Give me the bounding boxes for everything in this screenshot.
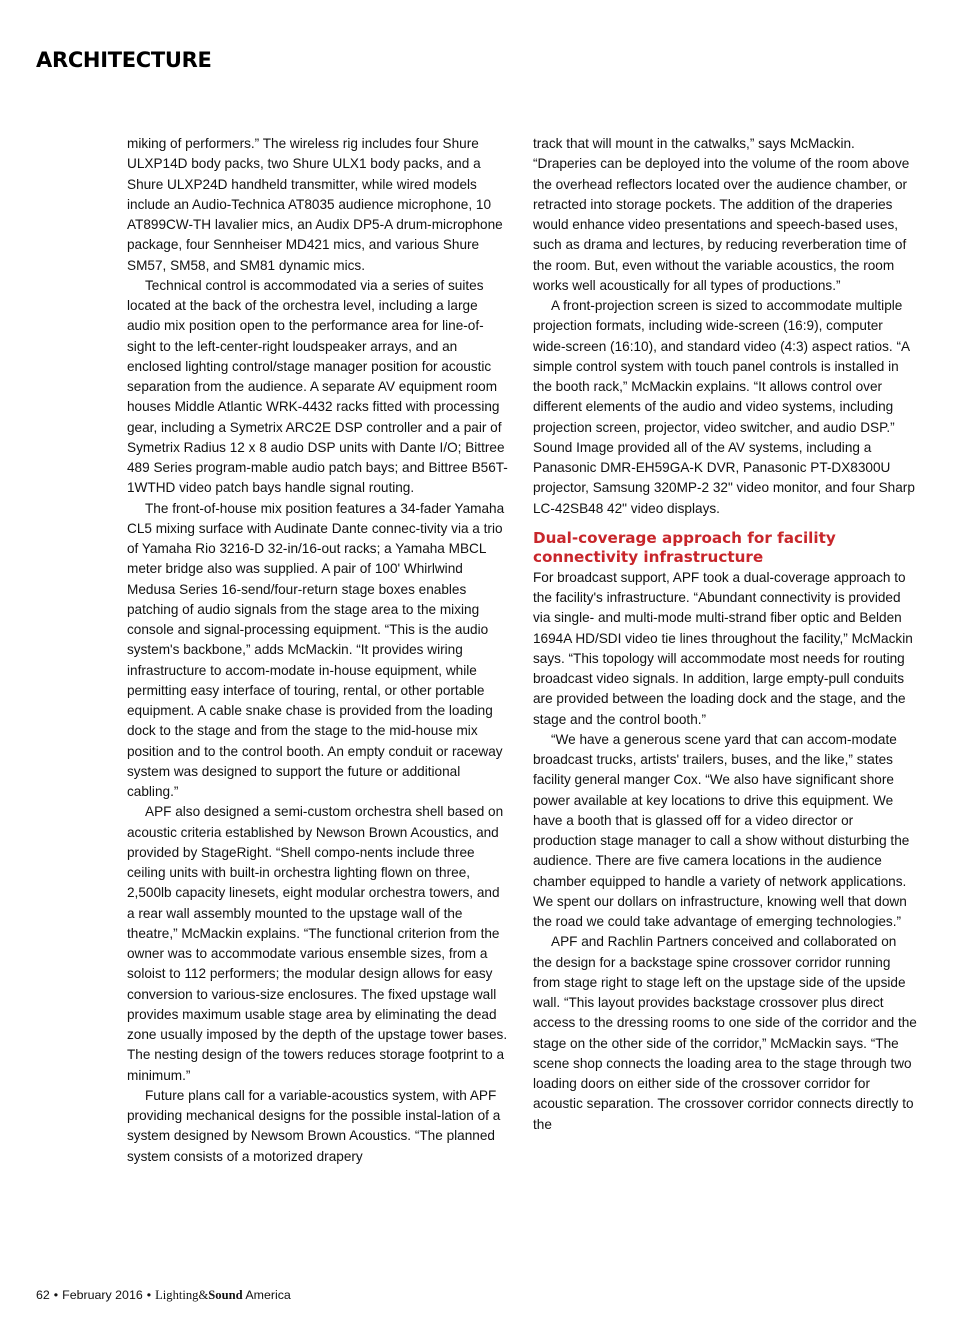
magazine-brand	[155, 1288, 291, 1302]
right-column	[533, 134, 917, 1135]
paragraph: track that will mount in the catwalks,” says McMackin. “Draperies can be deployed into the volume of the room above the overhead reflectors located over the audience chamber, or retracted into storage pockets. The addition of the draperies would enhance video presentations and speech-based uses, such as drama and lectures, by reducing reverberation time of the room. But, even without the variable acoustics, the room works well acoustically for all types of productions.”	[533, 136, 910, 293]
brand-part: Sound	[208, 1288, 243, 1302]
bullet-separator: •	[146, 1288, 152, 1302]
left-column	[127, 134, 509, 1167]
paragraph: Future plans call for a variable-acoustics system, with APF providing mechanical designs for the possible instal-lation of a system designed by Newsom Brown Acoustics. “The planned system consists of a motorized drapery	[127, 1087, 501, 1164]
paragraph: A front-projection screen is sized to accommodate multiple projection formats, including wide-screen (16:9), computer wide-screen (16:10), and standard video (4:3) aspect ratios. “A simple control system with touch panel controls is installed in the booth rack,” McMackin explains. “It allows control over different elements of the audio and video systems, including projection screen, projector, video switcher, and audio DSP.” Sound Image provided all of the AV systems, including a Panasonic DMR-EH59GA-K DVR, Panasonic PT-DX8300U projector, Samsung 320MP-2 32" video monitor, and four Sharp LC-42SB48 42" video displays.	[533, 298, 915, 516]
paragraph: Technical control is accommodated via a series of suites located at the back of the orchestra level, including a large audio mix position open to the performance area for line-of-sight to the left-center-right loudspeaker arrays, and an enclosed lighting control/stage manager position for acoustic separation from the audience. A separate AV equipment room houses Middle Atlantic WRK-4432 racks fitted with processing gear, including a Symetrix ARC2E DSP controller and a pair of Symetrix Radius 12 x 8 audio DSP units with Dante I/O; Bittree 489 Series program-mable audio patch bays; and Bittree B56T-1WTHD video patch bays handle signal routing.	[127, 277, 508, 496]
paragraph: “We have a generous scene yard that can accom-modate broadcast trucks, artists' trailers, buses, and the like,” states facility general manger Cox. “We also have significant shore power available at key locations to drive this equipment. We have a booth that is glassed off for a video director or production stage manager to call a show without disturbing the audience. There are five camera locations in the audience chamber equipped to handle a variety of network applications. We spent our dollars on infrastructure, knowing well that down the road we could take advantage of emerging technologies.”	[533, 731, 910, 929]
section-label: ARCHITECTURE	[36, 48, 212, 72]
page-number: 62	[36, 1288, 50, 1302]
paragraph: APF and Rachlin Partners conceived and collaborated on the design for a backstage spine crossover corridor running from stage right to stage left on the upstage side of the upside wall. “This layout provides backstage crossover plus direct access to the dressing rooms to one side of the corridor and the stage on the other side of the corridor,” McMackin says. “The scene shop connects the loading area to the stage through two loading doors on either side of the crossover corridor for acoustic separation. The crossover corridor connects directly to the	[533, 934, 917, 1132]
paragraph: miking of performers.” The wireless rig includes four Shure ULXP14D body packs, two Shure ULX1 body packs, and a Shure ULXP24D handheld transmitter, while wired models include an Audio-Technica AT8035 audience microphone, 10 AT899CW-TH lavalier mics, an Audix DP5-A drum-microphone package, four Sennheiser MD421 mics, and various Shure SM57, SM58, and SM81 dynamic mics.	[127, 136, 503, 273]
paragraph: The front-of-house mix position features a 34-fader Yamaha CL5 mixing surface with Audinate Dante connec-tivity via a trio of Yamaha Rio 3216-D 32-in/16-out racks; a Yamaha MBCL meter bridge also was supplied. A pair of 100' Whirlwind Medusa Series 16-send/four-return stage boxes enables patching of audio signals from the stage area to the mixing console and signal-processing equipment. “This is the audio system's backbone,” adds McMackin. “It provides wiring infrastructure to accom-modate in-house equipment, while permitting easy interface of touring, rental, or other portable equipment. A cable snake chase is provided from the loading dock to the stage and from the stage to the mid-house mix position and to the control booth. An empty conduit or raceway system was designed to support the future or additional cabling.”	[127, 500, 505, 799]
brand-part: Lighting&	[155, 1288, 209, 1302]
paragraph: For broadcast support, APF took a dual-coverage approach to the facility's infrastructure. “Abundant connectivity is provided via single- and multi-mode multi-strand fiber optic and Belden 1694A HD/SDI video tie lines throughout the facility,” McMackin says. “This topology will accommodate most needs for routing broadcast video signals. In addition, large empty-pull conduits are provided between the loading dock and the stage, and the stage and the control booth.”	[533, 569, 913, 727]
brand-part: America	[242, 1288, 291, 1302]
subheading: Dual-coverage approach for facility connectivity infrastructure	[533, 528, 836, 566]
issue-date: February 2016	[62, 1288, 143, 1302]
page-footer	[36, 1288, 291, 1303]
paragraph: APF also designed a semi-custom orchestra shell based on acoustic criteria established by Newson Brown Acoustics, and provided by StageRight. “Shell compo-nents include three ceiling units with built-in orchestra lighting flown on three, 2,500lb capacity linesets, eight modular orchestra towers, and a rear wall assembly mounted to the upstage wall of the theatre,” McMackin explains. “The functional criterion from the owner was to accommodate various ensemble sizes, from a soloist to 112 performers; the modular design allows for easy conversion to various-size enclosures. The fixed upstage wall provides maximum usable stage area by eliminating the dead zone usually imposed by the depth of the upstage tower bases. The nesting design of the towers reduces storage footprint to a minimum.”	[127, 804, 508, 1083]
bullet-separator: •	[53, 1288, 59, 1302]
